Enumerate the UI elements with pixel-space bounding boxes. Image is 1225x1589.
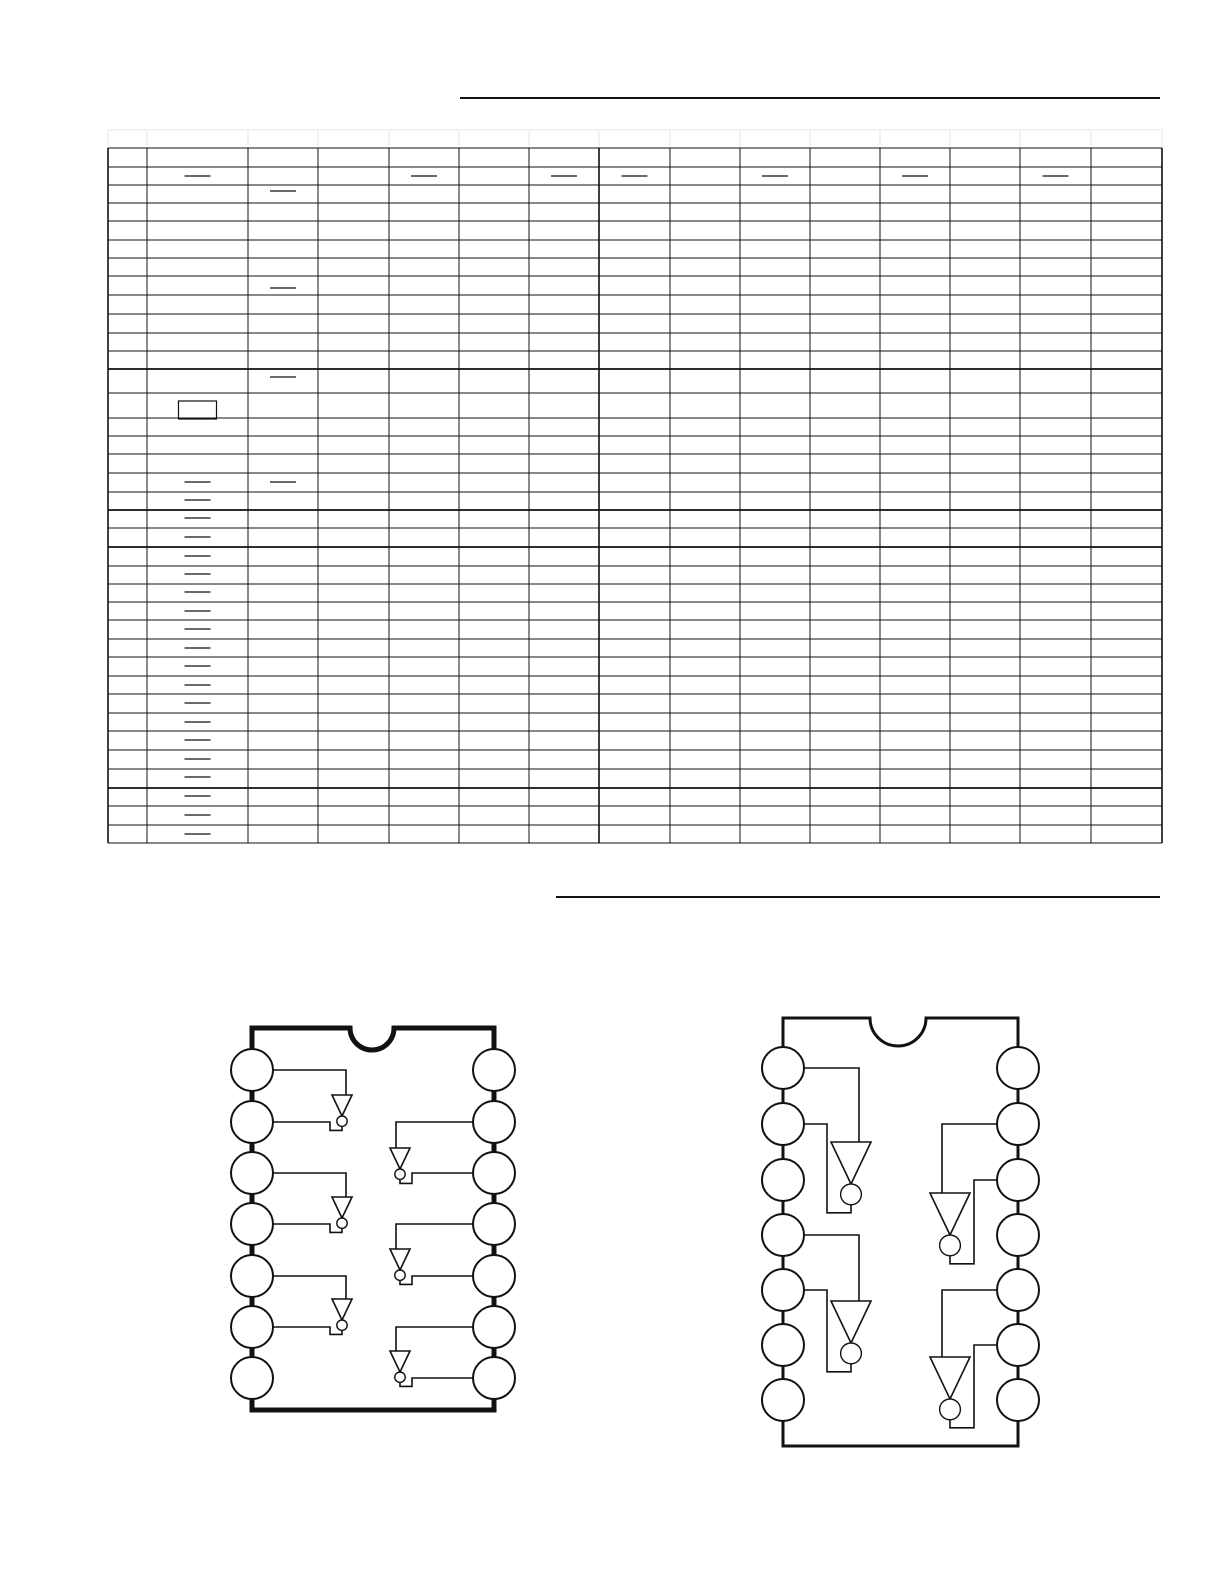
pin-right (997, 1324, 1039, 1366)
pin-right (997, 1047, 1039, 1089)
pin-right (997, 1379, 1039, 1421)
inverter-output-bubble (841, 1343, 862, 1364)
pin-left (762, 1159, 804, 1201)
gate-input-wire (804, 1068, 859, 1142)
inverter-output-bubble (841, 1184, 862, 1205)
inverter-output-bubble (940, 1235, 961, 1256)
pin-right (997, 1269, 1039, 1311)
package-outline (783, 1018, 1018, 1446)
inverter-gate-symbol (831, 1142, 871, 1184)
gate-input-wire (942, 1290, 997, 1357)
inverter-gate-symbol (831, 1301, 871, 1343)
gate-input-wire (804, 1235, 859, 1301)
pin-left (762, 1103, 804, 1145)
inverter-gate-symbol (930, 1357, 970, 1399)
gate-input-wire (942, 1124, 997, 1193)
pin-right (997, 1214, 1039, 1256)
pin-right (997, 1159, 1039, 1201)
pin-left (762, 1379, 804, 1421)
pin-left (762, 1214, 804, 1256)
pin-left (762, 1269, 804, 1311)
inverter-output-bubble (940, 1399, 961, 1420)
inverter-gate-symbol (930, 1193, 970, 1235)
pin-left (762, 1047, 804, 1089)
pin-right (997, 1103, 1039, 1145)
pin-left (762, 1324, 804, 1366)
